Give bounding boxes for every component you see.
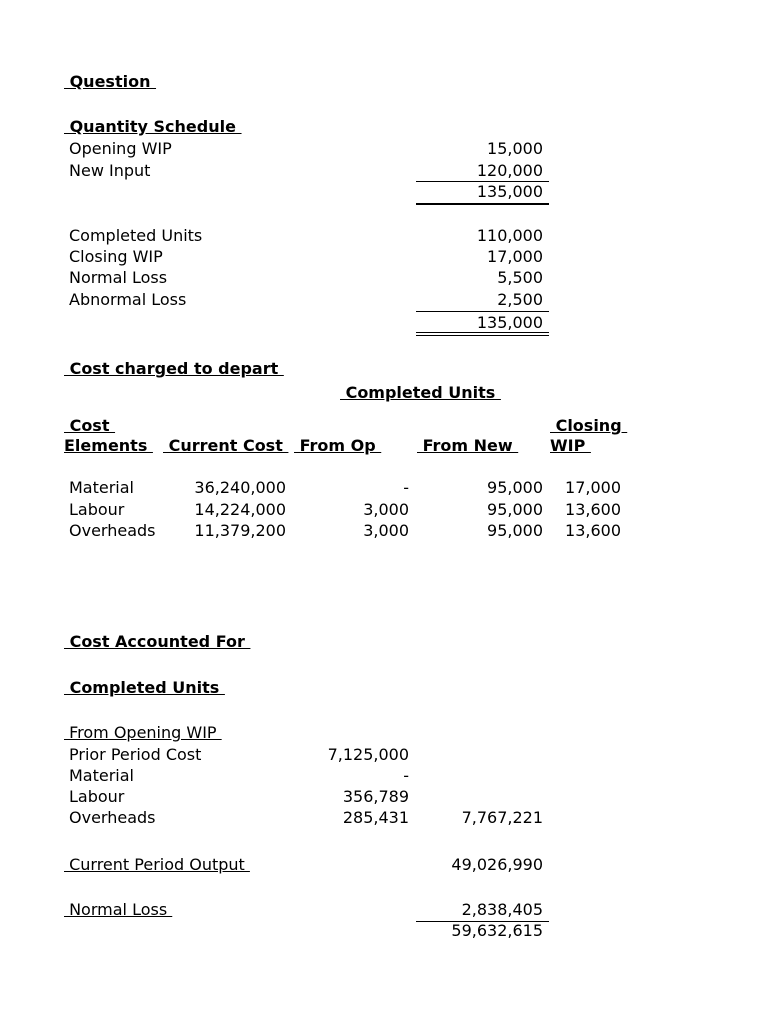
qs-new-input-value: 120,000 — [476, 161, 543, 180]
ca-prior-period-label: Prior Period Cost — [69, 745, 202, 764]
ca-normal-loss-label: Normal Loss — [64, 900, 173, 919]
row-overheads-current-cost: 11,379,200 — [194, 521, 286, 540]
header-cost-line1: Cost — [64, 416, 116, 435]
completed-units-heading: Completed Units — [64, 678, 225, 697]
qs-closing-wip-value: 17,000 — [487, 247, 543, 266]
ca-material-value: - — [403, 766, 409, 785]
row-material-from-op: - — [403, 478, 409, 497]
ca-grand-total: 59,632,615 — [451, 921, 543, 940]
qs-opening-wip-label: Opening WIP — [69, 139, 172, 158]
ca-labour-value: 356,789 — [342, 787, 409, 806]
row-overheads-from-op: 3,000 — [363, 521, 409, 540]
completed-units-group-header: Completed Units — [340, 383, 501, 402]
header-cost-line2: Elements — [64, 436, 153, 455]
cost-accounted-heading: Cost Accounted For — [64, 632, 251, 651]
ca-current-period-label: Current Period Output — [64, 855, 250, 874]
qs-input-total: 135,000 — [476, 182, 543, 201]
header-from-op: From Op — [294, 436, 382, 455]
qs-completed-units-value: 110,000 — [476, 226, 543, 245]
qs-output-subtotal-line — [416, 311, 549, 312]
row-labour-closing-wip: 13,600 — [565, 500, 621, 519]
header-closing-line2: WIP — [550, 436, 591, 455]
ca-overheads-value: 285,431 — [342, 808, 409, 827]
row-material-closing-wip: 17,000 — [565, 478, 621, 497]
qs-output-total: 135,000 — [476, 313, 543, 332]
row-labour-from-op: 3,000 — [363, 500, 409, 519]
qs-normal-loss-value: 5,500 — [497, 268, 543, 287]
row-labour-element: Labour — [69, 500, 125, 519]
row-material-element: Material — [69, 478, 134, 497]
qs-output-total-double-line — [416, 332, 549, 336]
row-material-current-cost: 36,240,000 — [194, 478, 286, 497]
qs-input-total-line — [416, 203, 549, 205]
header-current-cost: Current Cost — [163, 436, 289, 455]
ca-current-period-value: 49,026,990 — [451, 855, 543, 874]
row-overheads-closing-wip: 13,600 — [565, 521, 621, 540]
question-heading: Question — [64, 72, 157, 91]
row-overheads-from-new: 95,000 — [487, 521, 543, 540]
quantity-schedule-heading: Quantity Schedule — [64, 117, 242, 136]
qs-closing-wip-label: Closing WIP — [69, 247, 163, 266]
qs-normal-loss-label: Normal Loss — [69, 268, 168, 287]
row-overheads-element: Overheads — [69, 521, 156, 540]
qs-abnormal-loss-label: Abnormal Loss — [69, 290, 187, 309]
qs-abnormal-loss-value: 2,500 — [497, 290, 543, 309]
qs-opening-wip-value: 15,000 — [487, 139, 543, 158]
ca-opening-total: 7,767,221 — [461, 808, 543, 827]
ca-prior-period-value: 7,125,000 — [327, 745, 409, 764]
ca-overheads-label: Overheads — [69, 808, 156, 827]
from-opening-wip-heading: From Opening WIP — [64, 723, 222, 742]
qs-completed-units-label: Completed Units — [69, 226, 203, 245]
ca-material-label: Material — [69, 766, 134, 785]
row-labour-from-new: 95,000 — [487, 500, 543, 519]
header-from-new: From New — [417, 436, 519, 455]
cost-charged-heading: Cost charged to depart — [64, 359, 284, 378]
qs-new-input-label: New Input — [69, 161, 151, 180]
ca-normal-loss-value: 2,838,405 — [461, 900, 543, 919]
ca-labour-label: Labour — [69, 787, 125, 806]
row-material-from-new: 95,000 — [487, 478, 543, 497]
header-closing-line1: Closing — [550, 416, 628, 435]
row-labour-current-cost: 14,224,000 — [194, 500, 286, 519]
